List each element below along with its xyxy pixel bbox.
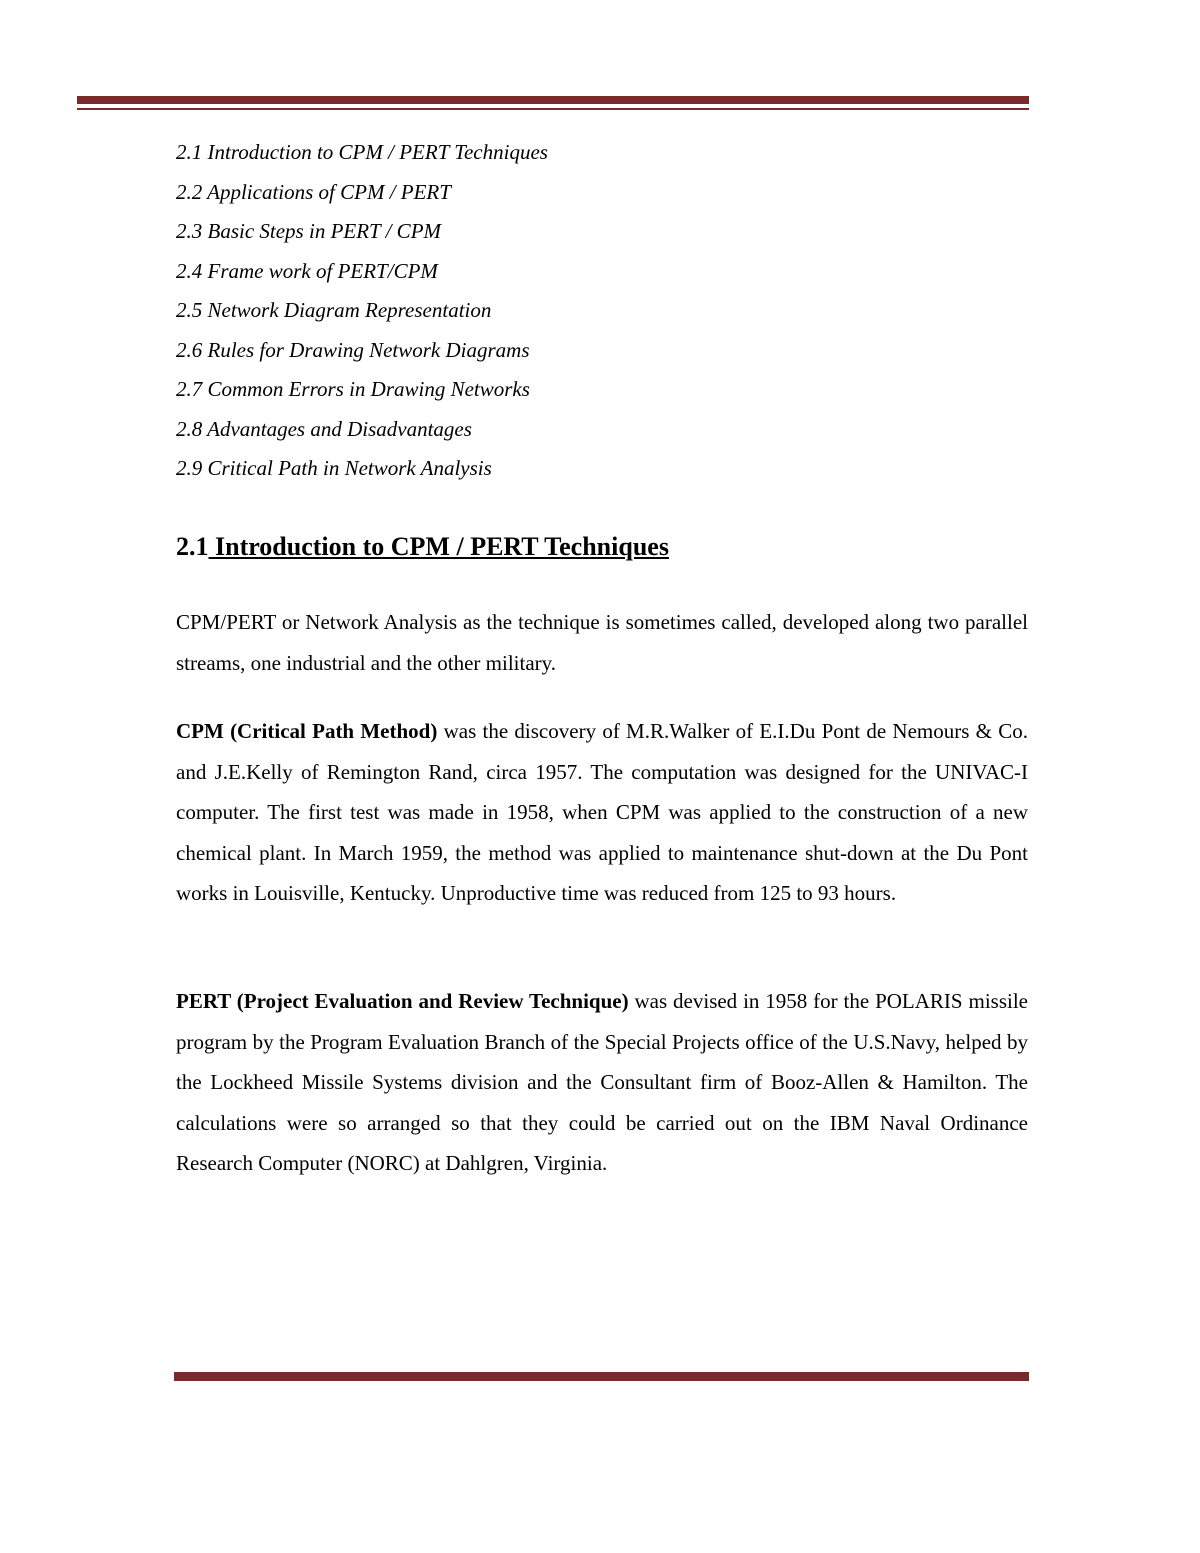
paragraph-intro: CPM/PERT or Network Analysis as the technique is sometimes called, developed along two parallel streams, one industrial and the other military. [176, 610, 1028, 675]
toc-item: 2.5 Network Diagram Representation [176, 298, 492, 322]
section-title: Introduction to CPM / PERT Techniques [208, 532, 669, 561]
toc-item: 2.6 Rules for Drawing Network Diagrams [176, 337, 530, 362]
toc-item: 2.4 Frame work of PERT/CPM [176, 258, 438, 283]
cpm-term: CPM (Critical Path Method) [176, 719, 438, 743]
toc-item: 2.7 Common Errors in Drawing Networks [176, 377, 530, 401]
toc-item: 2.9 Critical Path in Network Analysis [176, 456, 492, 480]
pert-description: was devised in 1958 for the POLARIS missile program by the Program Evaluation Branch of the Special Projects office of the U.S.Navy, helped by the Lockheed Missile Systems division and the Consultant firm of Booz-Allen & Hamilton. The calculations were so arranged so that they could be carried out on the IBM Naval Ordinance Research Computer (NORC) at Dahlgren, Virginia. [176, 989, 1028, 1176]
table-of-contents [176, 138, 548, 494]
cpm-description: was the discovery of M.R.Walker of E.I.Du Pont de Nemours & Co. and J.E.Kelly of Remington Rand, circa 1957. The computation was designed for the UNIVAC-I computer. The first test was made in 1958, when CPM was applied to the construction of a new chemical plant. In March 1959, the method was applied to maintenance shut-down at the Du Pont works in Louisville, Kentucky. Unproductive time was reduced from 125 to 93 hours. [176, 719, 1028, 906]
toc-item: 2.3 Basic Steps in PERT / CPM [176, 219, 442, 243]
paragraph-cpm [176, 711, 1028, 914]
toc-item: 2.2 Applications of CPM / PERT [176, 179, 451, 204]
pert-term: PERT (Project Evaluation and Review Technique) [176, 989, 629, 1013]
footer-rule [174, 1372, 1029, 1381]
toc-item: 2.8 Advantages and Disadvantages [176, 416, 472, 441]
header-rule [77, 96, 1029, 104]
section-heading [176, 532, 669, 562]
paragraph-pert [176, 981, 1028, 1184]
section-number: 2.1 [176, 532, 209, 561]
toc-item: 2.1 Introduction to CPM / PERT Techniques [176, 140, 548, 164]
